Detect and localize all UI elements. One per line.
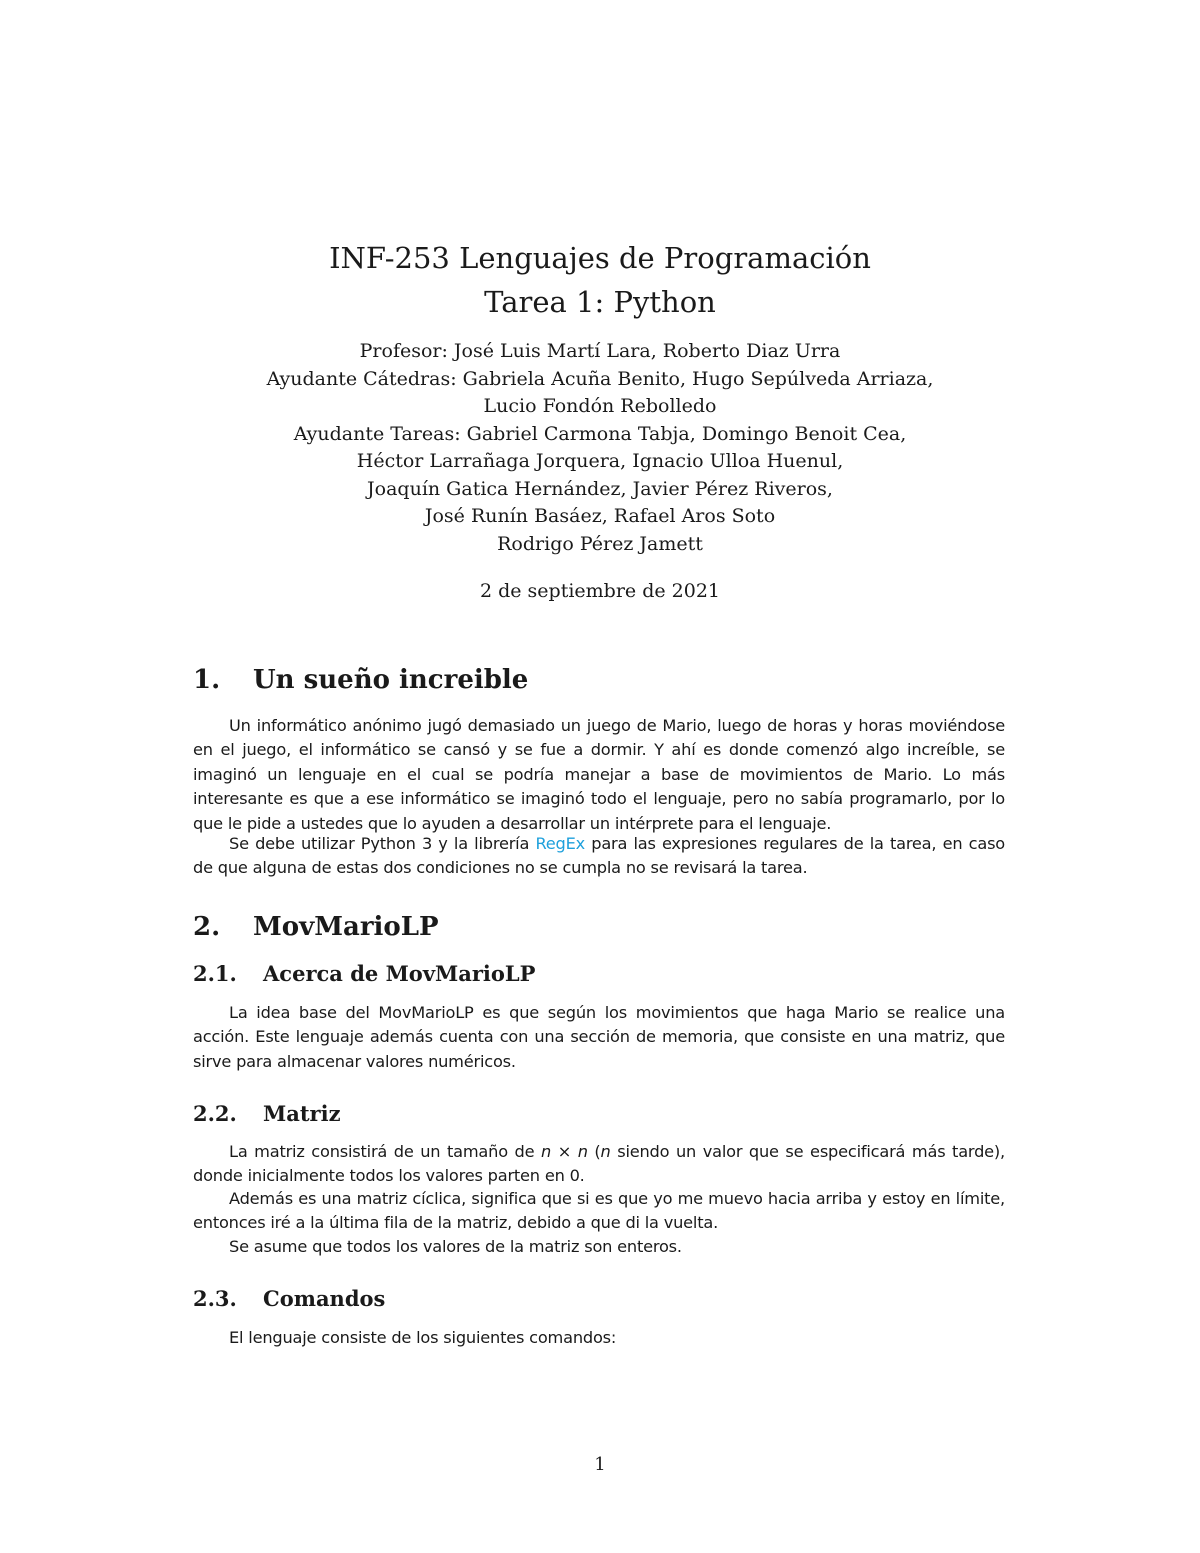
- section-heading-2: [193, 911, 439, 943]
- author-line: Héctor Larrañaga Jorquera, Ignacio Ulloa Huenul,: [356, 450, 844, 472]
- section-heading-1: [193, 664, 528, 696]
- section-number: 2.: [193, 912, 221, 942]
- subsection-2-2-paragraph-1: [193, 1140, 1005, 1189]
- author-line: Rodrigo Pérez Jamett: [497, 532, 703, 555]
- section1-paragraph-2: [193, 832, 1005, 881]
- page-number: 1: [594, 1454, 606, 1475]
- paragraph-text: siendo un valor que se especificará más tarde), donde inicialmente todos los valores parten en 0.: [193, 1142, 1005, 1186]
- subsection-number: 2.1.: [193, 961, 237, 986]
- subsection-heading-2-1: [193, 960, 535, 988]
- subsection-title: Comandos: [263, 1286, 386, 1311]
- authors-block: [0, 338, 1200, 558]
- math-expression: n: [600, 1142, 611, 1161]
- title-line-2: Tarea 1: Python: [484, 285, 716, 319]
- document-title: [0, 236, 1200, 324]
- math-expression: n × n: [541, 1142, 588, 1161]
- subsection-title: Acerca de MovMarioLP: [263, 961, 536, 986]
- title-block: [0, 236, 1200, 605]
- section1-paragraph-1: Un informático anónimo jugó demasiado un juego de Mario, luego de horas y horas moviéndose en el juego, el informático se cansó y se fue a dormir. Y ahí es donde comenzó algo increíble, se imaginó un lenguaje en el cual se podría manejar a base de movimientos de Mario. Lo más interesante es que a ese informático se imaginó todo el lenguaje, pero no sabía programarlo, por lo que le pide a ustedes que lo ayuden a desarrollar un intérprete para el lenguaje.: [193, 716, 1005, 833]
- paragraph-text: para las expresiones regulares de la tarea, en caso de que alguna de estas dos condiciones no se cumpla no se revisará la tarea.: [193, 834, 1006, 878]
- author-line: José Runín Basáez, Rafael Aros Soto: [424, 505, 776, 527]
- subsection-title: Matriz: [263, 1101, 341, 1126]
- subsection-heading-2-3: [193, 1285, 385, 1313]
- author-line: Ayudante Cátedras: Gabriela Acuña Benito, Hugo Sepúlveda Arriaza,: [266, 367, 934, 390]
- subsection-2-3-paragraph: El lenguaje consiste de los siguientes comandos:: [229, 1328, 617, 1347]
- paragraph-text: (: [587, 1142, 601, 1161]
- paragraph-text: Se debe utilizar Python 3 y la librería: [229, 834, 536, 853]
- section-title: Un sueño increible: [253, 665, 529, 695]
- author-line: Lucio Fondón Rebolledo: [483, 395, 717, 417]
- title-line-1: INF-253 Lenguajes de Programación: [329, 241, 871, 275]
- author-line: Ayudante Tareas: Gabriel Carmona Tabja, Domingo Benoit Cea,: [293, 422, 907, 445]
- author-line: Joaquín Gatica Hernández, Javier Pérez Riveros,: [367, 477, 833, 500]
- section-title: MovMarioLP: [253, 912, 439, 942]
- document-date: 2 de septiembre de 2021: [479, 580, 721, 602]
- regex-link[interactable]: RegEx: [535, 834, 585, 853]
- paragraph-text: La matriz consistirá de un tamaño de: [229, 1142, 542, 1161]
- subsection-2-2-paragraph-2: Además es una matriz cíclica, significa que si es que yo me muevo hacia arriba y estoy en límite, entonces iré a la última fila de la matriz, debido a que di la vuelta.: [193, 1189, 1005, 1233]
- subsection-number: 2.3.: [193, 1286, 237, 1311]
- subsection-heading-2-2: [193, 1100, 341, 1128]
- subsection-2-2-paragraph-3: Se asume que todos los valores de la matriz son enteros.: [229, 1237, 682, 1256]
- section-number: 1.: [193, 665, 221, 695]
- subsection-2-1-paragraph: La idea base del MovMarioLP es que según los movimientos que haga Mario se realice una acción. Este lenguaje además cuenta con una sección de memoria, que consiste en una matriz, que sirve para almacenar valores numéricos.: [193, 1003, 1005, 1071]
- subsection-number: 2.2.: [193, 1101, 237, 1126]
- author-line: Profesor: José Luis Martí Lara, Roberto Diaz Urra: [359, 340, 841, 362]
